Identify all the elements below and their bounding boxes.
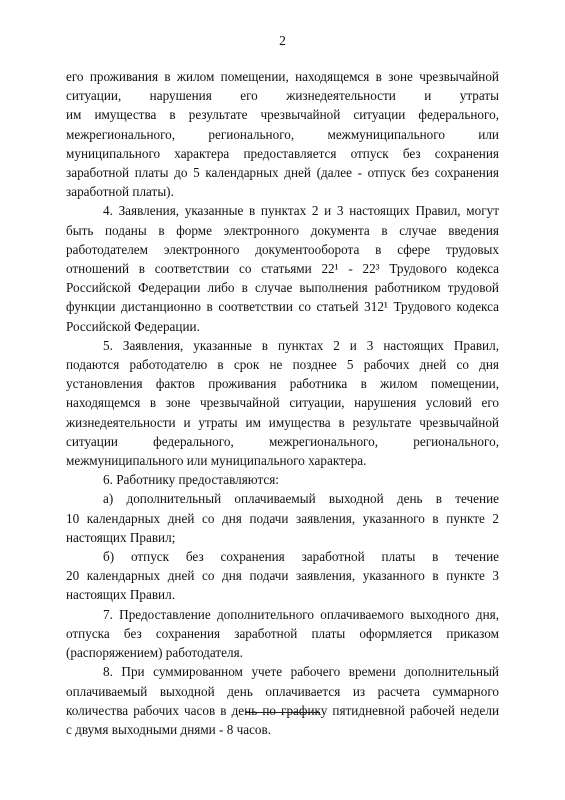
text-line: межрегионального, регионального, межмуниципального или	[66, 126, 499, 142]
text-line: б) отпуск без сохранения заработной платы в течение	[103, 549, 499, 565]
text-line: 5. Заявления, указанные в пунктах 2 и 3 настоящих Правил,	[103, 337, 499, 353]
text-line: им имущества в результате чрезвычайной ситуации федерального,	[66, 107, 499, 123]
document-body	[66, 67, 499, 739]
text-line: отношений в соответствии со статьями 22¹ - 22³ Трудового кодекса	[66, 261, 499, 277]
text-line: 10 календарных дней со дня подачи заявления, указанного в пункте 2	[66, 510, 499, 526]
text-line: заработной платы).	[66, 184, 174, 200]
text-line: 20 календарных дней со дня подачи заявления, указанного в пункте 3	[66, 568, 499, 584]
text-line: установления фактов проживания работника в жилом помещении,	[66, 376, 499, 392]
text-line: (распоряжением) работодателя.	[66, 645, 243, 661]
text-line: с двумя выходными днями - 8 часов.	[66, 721, 272, 737]
text-line: 4. Заявления, указанные в пунктах 2 и 3 настоящих Правил, могут	[103, 203, 499, 219]
text-line: а) дополнительный оплачиваемый выходной день в течение	[103, 491, 499, 507]
text-line: ситуации федерального, межрегионального, регионального,	[66, 433, 499, 449]
paragraph-p6a	[66, 489, 499, 547]
text-line: быть поданы в форме электронного документа в случае введения	[66, 222, 499, 238]
paragraph-p5	[66, 336, 499, 470]
text-line: находящемся в зоне чрезвычайной ситуации, нарушения условий его	[66, 395, 499, 411]
paragraph-p6	[66, 470, 499, 489]
paragraph-p4	[66, 201, 499, 335]
text-line: Российской Федерации либо в случае выполнения работником трудовой	[66, 280, 499, 296]
text-line: 7. Предоставление дополнительного оплачиваемого выходного дня,	[103, 606, 499, 622]
text-line: Российской Федерации.	[66, 318, 200, 334]
text-line: настоящих Правил.	[66, 587, 175, 603]
text-line: жизнедеятельности и утраты им имущества в результате чрезвычайной	[66, 414, 499, 430]
text-line: муниципального характера предоставляется отпуск без сохранения	[66, 145, 499, 161]
page-number: 2	[279, 33, 286, 48]
text-line: функции дистанционно в соответствии со статьей 312¹ Трудового кодекса	[66, 299, 499, 315]
text-line: межмуниципального или муниципального характера.	[66, 453, 367, 469]
text-line: оплачиваемый выходной день оплачивается из расчета суммарного	[66, 683, 499, 699]
paragraph-p-continuation	[66, 67, 499, 201]
text-line: настоящих Правил;	[66, 529, 176, 545]
text-line: работодателем электронного документооборота в сфере трудовых	[66, 241, 499, 257]
text-line: заработной платы до 5 календарных дней (далее - отпуск без сохранения	[66, 165, 499, 181]
text-line: 6. Работнику предоставляются:	[103, 472, 279, 488]
paragraph-p7	[66, 605, 499, 663]
paragraph-p6b	[66, 547, 499, 605]
text-line: количества рабочих часов в день по графику пятидневной рабочей недели	[66, 702, 499, 718]
end-separator-line	[246, 712, 320, 713]
text-line: подаются работодателю в срок не позднее 5 рабочих дней со дня	[66, 357, 499, 373]
text-line: отпуска без сохранения заработной платы оформляется приказом	[66, 625, 499, 641]
text-line: его проживания в жилом помещении, находящемся в зоне чрезвычайной	[66, 69, 499, 84]
text-line: ситуации, нарушения его жизнедеятельности и утраты	[66, 88, 499, 104]
paragraph-p8	[66, 662, 499, 739]
text-line: 8. При суммированном учете рабочего времени дополнительный	[103, 664, 499, 680]
